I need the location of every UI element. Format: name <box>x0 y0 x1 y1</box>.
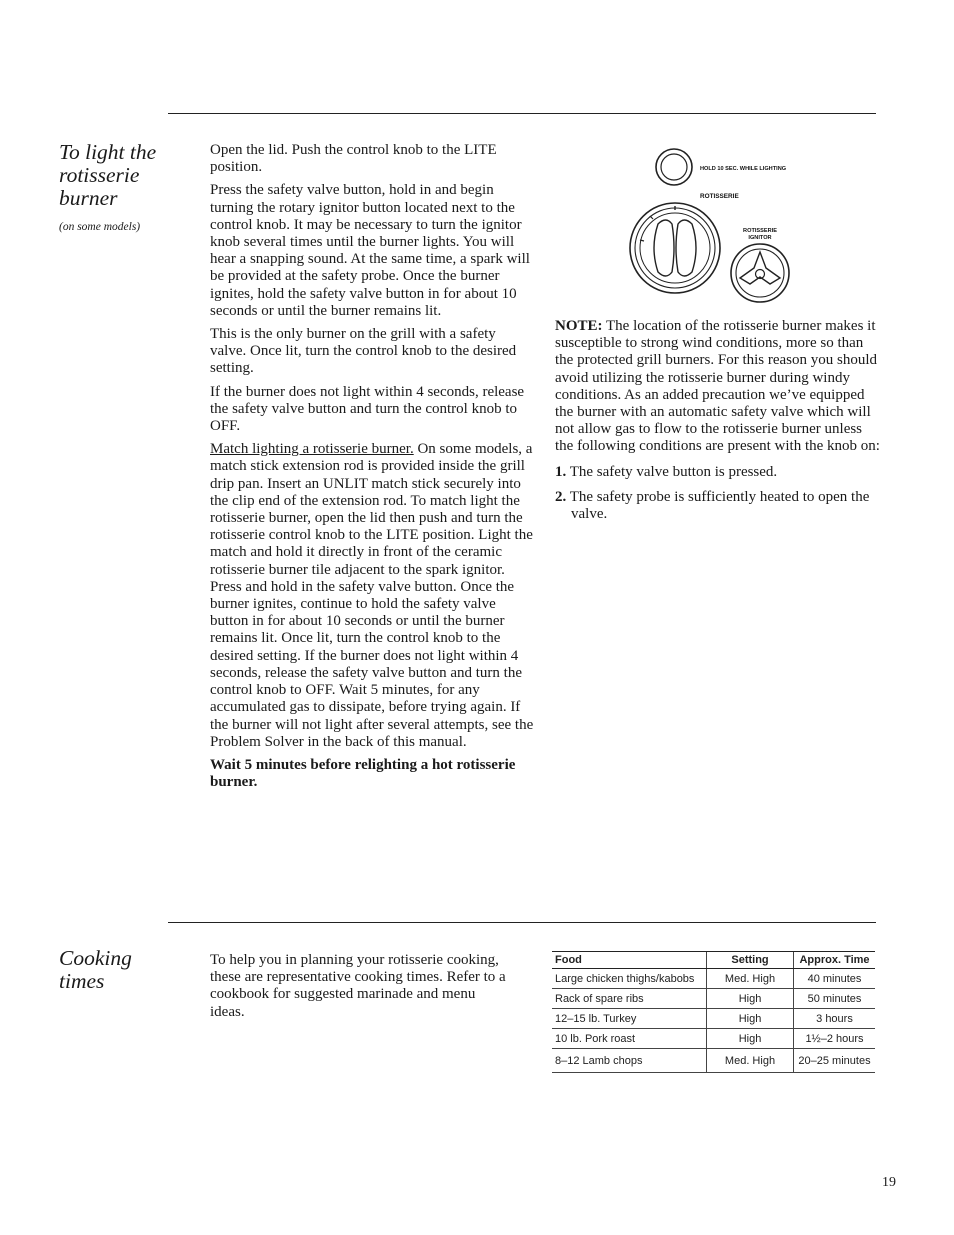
rotisserie-knob-diagram <box>620 140 820 310</box>
match-lighting-body: On some models, a match stick extension rod is provided inside the grill drip pan. Insert an UNLIT match stick securely into the clip end of the extension rod. To match light the rotisserie burner, open the lid then push and turn the rotisserie control knob to the LITE position. Light the match and hold it directly in front of the ceramic rotisserie burner tile adjacent to the spark ignitor. Press and hold in the safety valve button. Once the burner ignites, continue to hold the safety valve button in for about 10 seconds or until the burner remains lit. Once lit, turn the control knob to the desired setting. If the burner does not light within 4 seconds, release the safety valve button and turn the control knob to OFF. Wait 5 minutes, for any accumulated gas to dissipate, before trying again. If the burner will not light after several attempts, see the Problem Solver in the back of this manual. <box>210 441 534 750</box>
cell-setting: Med. High <box>707 1049 794 1073</box>
match-lighting-paragraph <box>210 441 535 751</box>
paragraph: This is the only burner on the grill with a safety valve. Once lit, turn the control knob to the desired setting. <box>210 326 517 377</box>
column-header-food: Food <box>552 952 707 969</box>
list-text: The safety valve button is pressed. <box>569 463 778 480</box>
table-row <box>552 969 875 989</box>
cooking-times-intro <box>210 952 510 1027</box>
hold-label: HOLD 10 SEC. WHILE LIGHTING <box>700 166 787 172</box>
cell-food: Large chicken thighs/kabobs <box>552 969 707 989</box>
section-heading-rotisserie <box>59 141 199 234</box>
safety-conditions-list <box>555 464 880 524</box>
list-text: The safety probe is sufficiently heated to open the valve. <box>569 488 870 523</box>
column-header-time: Approx. Time <box>794 952 876 969</box>
heading-text: Cooking times <box>59 946 132 993</box>
note-body: The location of the rotisserie burner makes it susceptible to strong wind conditions, more so than the protected grill burners. For this reason you should avoid utilizing the rotisserie burner during windy conditions. As an added precaution we’ve equipped the burner with an automatic safety valve which will not allow gas to flow to the rotisserie burner unless the following conditions are present with the knob on: <box>555 318 880 455</box>
cell-setting: High <box>707 1009 794 1029</box>
cell-food: 8–12 Lamb chops <box>552 1049 707 1073</box>
cell-time: 50 minutes <box>794 989 876 1009</box>
top-rule <box>168 113 876 114</box>
cell-time: 40 minutes <box>794 969 876 989</box>
cell-food: 10 lb. Pork roast <box>552 1029 707 1049</box>
rotary-ignitor-icon <box>731 244 789 302</box>
cell-time: 3 hours <box>794 1009 876 1029</box>
cell-setting: Med. High <box>707 969 794 989</box>
list-number: 2. <box>555 488 567 505</box>
list-item <box>555 489 880 523</box>
table-row <box>552 1049 875 1073</box>
cell-setting: High <box>707 989 794 1009</box>
relight-warning: Wait 5 minutes before relighting a hot rotisserie burner. <box>210 756 516 791</box>
cell-time: 1½–2 hours <box>794 1029 876 1049</box>
list-item <box>555 464 880 481</box>
cell-food: Rack of spare ribs <box>552 989 707 1009</box>
cell-time: 20–25 minutes <box>794 1049 876 1073</box>
match-lighting-title: Match lighting a rotisserie burner. <box>210 441 414 458</box>
heading-text: To light the rotisserie burner <box>59 140 157 210</box>
safety-valve-button-icon <box>656 149 692 185</box>
ignitor-label-line1: ROTISSERIE <box>743 228 777 234</box>
paragraph: Press the safety valve button, hold in and begin turning the rotary ignitor button located next to the control knob. It may be necessary to turn the ignitor knob several times until the burner lights. You will hear a snapping sound. At the same time, a spark will be provided at the safety probe. Once the burner ignites, hold the safety valve button in for about 10 seconds or until the burner remains lit. <box>210 182 530 319</box>
cell-food: 12–15 lb. Turkey <box>552 1009 707 1029</box>
table-row <box>552 1009 875 1029</box>
cell-setting: High <box>707 1029 794 1049</box>
paragraph: Open the lid. Push the control knob to the LITE position. <box>210 142 497 176</box>
column-header-setting: Setting <box>707 952 794 969</box>
table-row <box>552 989 875 1009</box>
page-number: 19 <box>882 1175 896 1190</box>
rotisserie-label: ROTISSERIE <box>700 193 739 200</box>
section-heading-cooking-times <box>59 947 169 993</box>
cooking-times-table <box>552 951 875 1073</box>
note-label: NOTE: <box>555 318 603 334</box>
note-paragraph <box>555 318 880 456</box>
ignitor-label-line2: IGNITOR <box>748 235 772 241</box>
safety-note <box>555 318 880 531</box>
lighting-instructions <box>210 142 535 797</box>
table-header-row <box>552 952 875 969</box>
paragraph: If the burner does not light within 4 seconds, release the safety valve button and turn the control knob to OFF. <box>210 383 525 435</box>
paragraph: To help you in planning your rotisserie cooking, these are representative cooking times. Refer to a cookbook for suggested marinade and menu ideas. <box>210 952 506 1020</box>
control-knob-icon <box>630 203 720 293</box>
table-row <box>552 1029 875 1049</box>
list-number: 1. <box>555 463 567 480</box>
section-rule <box>168 922 876 923</box>
heading-subtext: (on some models) <box>59 221 141 233</box>
